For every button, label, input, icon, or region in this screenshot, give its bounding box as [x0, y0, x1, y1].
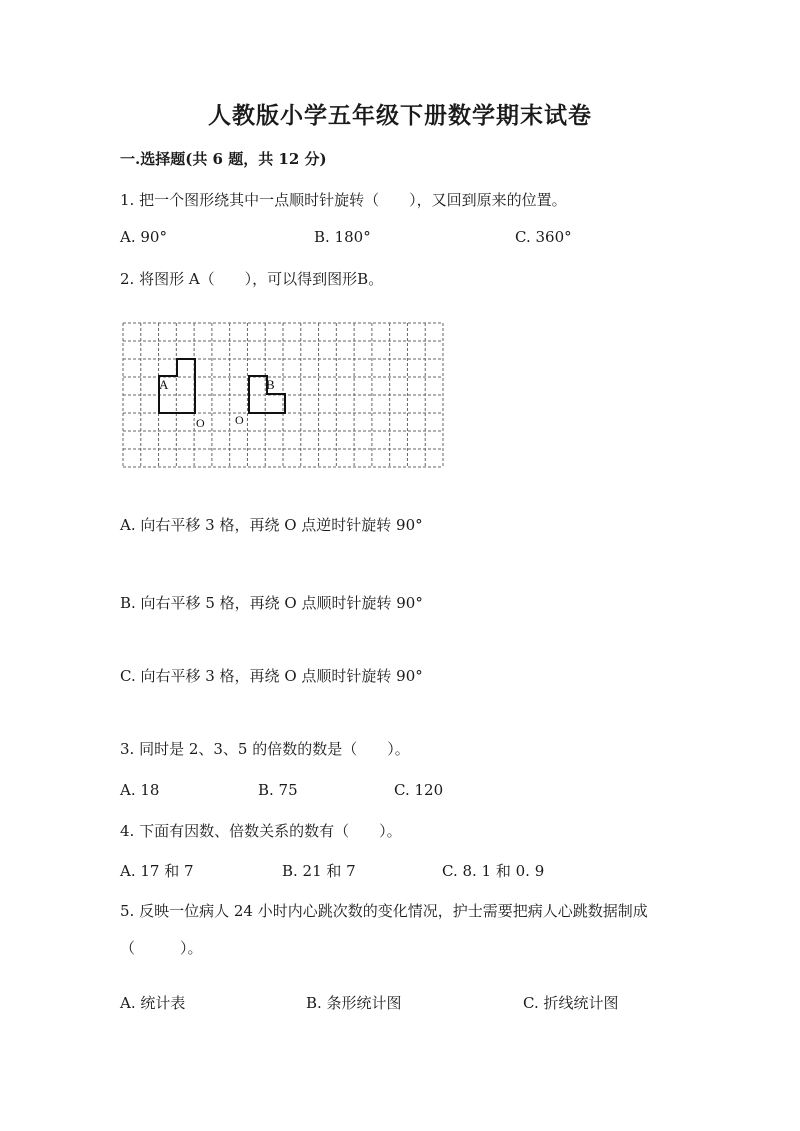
question-3-stem: 3. 同时是 2、3、5 的倍数的数是（ ）。	[120, 740, 410, 758]
question-4-option-c[interactable]: C. 8. 1 和 0. 9	[442, 862, 545, 880]
question-5-option-c[interactable]: C. 折线统计图	[523, 994, 619, 1012]
question-5-option-b[interactable]: B. 条形统计图	[306, 994, 402, 1012]
question-3-option-b[interactable]: B. 75	[258, 781, 298, 799]
point-o-2: O	[235, 413, 244, 427]
question-5-stem-line-1: 5. 反映一位病人 24 小时内心跳次数的变化情况，护士需要把病人心跳数据制成	[120, 902, 648, 920]
section-heading: 一.选择题(共 6 题，共 12 分)	[120, 150, 327, 168]
point-o-1: O	[196, 416, 205, 430]
label-b: B	[266, 377, 275, 392]
question-3-option-a[interactable]: A. 18	[120, 781, 160, 799]
question-4-option-b[interactable]: B. 21 和 7	[282, 862, 356, 880]
grid-figure	[122, 322, 446, 468]
question-3-option-c[interactable]: C. 120	[394, 781, 444, 799]
question-1-stem: 1. 把一个图形绕其中一点顺时针旋转（ ），又回到原来的位置。	[120, 191, 567, 209]
question-5-stem-line-2: （ ）。	[120, 939, 203, 957]
page-title: 人教版小学五年级下册数学期末试卷	[208, 102, 592, 129]
question-1-option-a[interactable]: A. 90°	[120, 228, 167, 246]
question-2-stem: 2. 将图形 A（ ），可以得到图形B。	[120, 270, 384, 288]
question-1-option-c[interactable]: C. 360°	[515, 228, 572, 246]
question-2-option-b[interactable]: B. 向右平移 5 格，再绕 O 点顺时针旋转 90°	[120, 594, 423, 612]
question-1-option-b[interactable]: B. 180°	[314, 228, 371, 246]
question-2-option-a[interactable]: A. 向右平移 3 格，再绕 O 点逆时针旋转 90°	[120, 516, 423, 534]
question-5-option-a[interactable]: A. 统计表	[120, 994, 186, 1012]
label-a: A	[159, 377, 169, 392]
question-4-option-a[interactable]: A. 17 和 7	[120, 862, 194, 880]
question-4-stem: 4. 下面有因数、倍数关系的数有（ ）。	[120, 822, 402, 840]
question-2-option-c[interactable]: C. 向右平移 3 格，再绕 O 点顺时针旋转 90°	[120, 667, 423, 685]
